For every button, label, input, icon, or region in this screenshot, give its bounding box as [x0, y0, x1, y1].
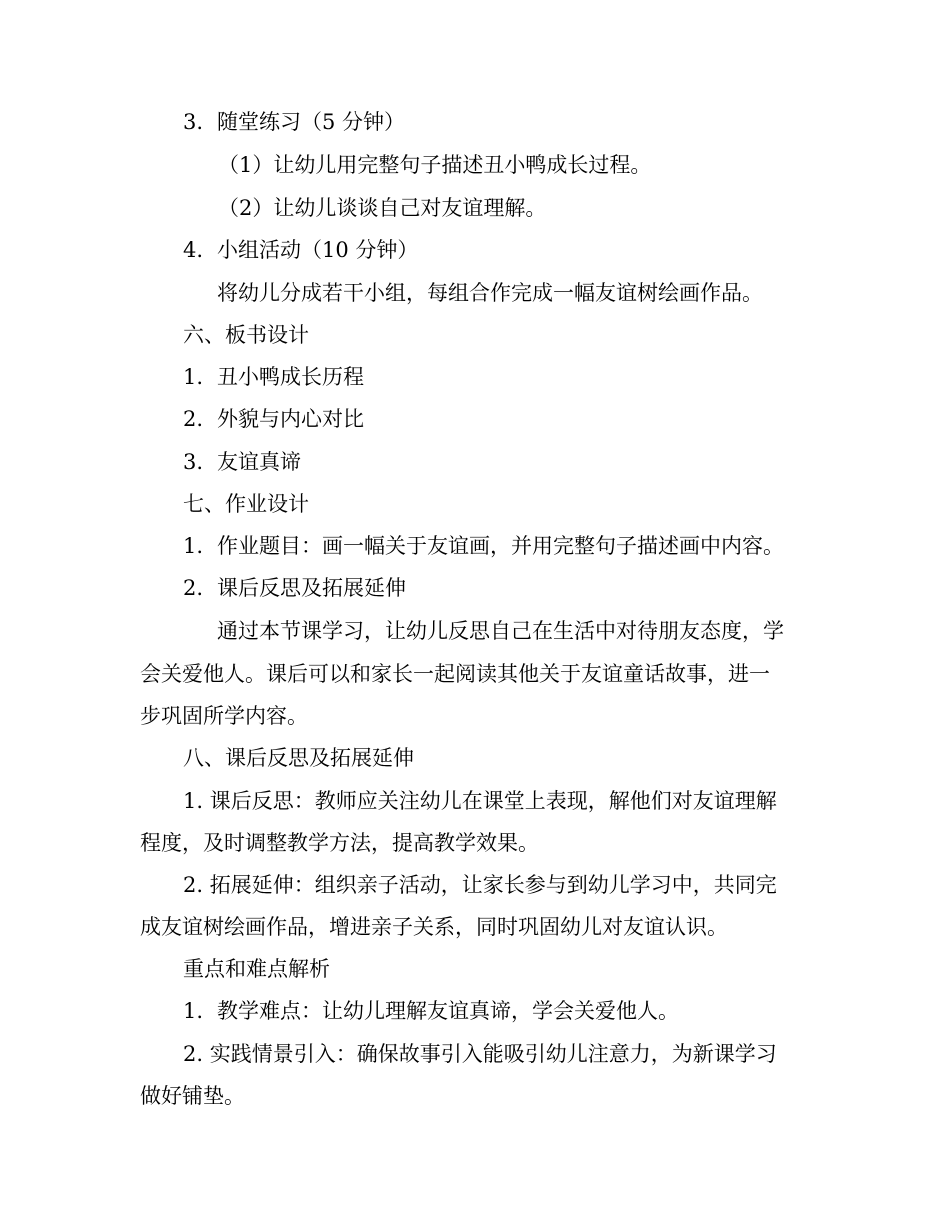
homework-heading: 七、作业设计 [183, 492, 309, 516]
key-points-paragraph-line: 2. 实践情景引入：确保故事引入能吸引幼儿注意力，为新课学习 [183, 1042, 777, 1066]
list-number: 1. [183, 534, 204, 558]
reflection-heading: 八、课后反思及拓展延伸 [183, 746, 414, 770]
homework-paragraph-line: 会关爱他人。课后可以和家长一起阅读其他关于友谊童话故事，进一 [140, 662, 770, 686]
board-design-item [183, 450, 301, 474]
group-activity-body: 将幼儿分成若干小组，每组合作完成一幅友谊树绘画作品。 [217, 281, 763, 305]
list-text: 课后反思及拓展延伸 [217, 576, 406, 600]
list-text: 外貌与内心对比 [217, 407, 364, 431]
homework-item [183, 534, 784, 558]
list-number: 3. [183, 450, 204, 474]
list-number: 1. [183, 999, 204, 1023]
key-points-item [183, 999, 679, 1023]
group-activity-heading [183, 238, 418, 262]
list-number: 2. [183, 576, 204, 600]
reflection-paragraph-line: 2. 拓展延伸：组织亲子活动，让家长参与到幼儿学习中，共同完 [183, 873, 777, 897]
homework-item [183, 576, 406, 600]
list-number: 2. [183, 407, 204, 431]
board-design-heading: 六、板书设计 [183, 323, 309, 347]
homework-paragraph-line: 步巩固所学内容。 [140, 704, 308, 728]
list-text: 随堂练习（5 分钟） [217, 110, 406, 134]
board-design-item [183, 365, 364, 389]
reflection-paragraph-line: 成友谊树绘画作品，增进亲子关系，同时巩固幼儿对友谊认识。 [140, 915, 728, 939]
key-points-heading: 重点和难点解析 [183, 957, 330, 981]
list-text: 作业题目：画一幅关于友谊画，并用完整句子描述画中内容。 [217, 534, 784, 558]
practice-item-1: （1）让幼儿用完整句子描述丑小鸭成长过程。 [218, 153, 652, 177]
list-number: 1. [183, 365, 204, 389]
list-text: 教学难点：让幼儿理解友谊真谛，学会关爱他人。 [217, 999, 679, 1023]
list-text: 丑小鸭成长历程 [217, 365, 364, 389]
board-design-item [183, 407, 364, 431]
list-text: 友谊真谛 [217, 450, 301, 474]
practice-item-2: （2）让幼儿谈谈自己对友谊理解。 [218, 196, 547, 220]
list-number: 4. [183, 238, 204, 262]
reflection-paragraph-line: 1. 课后反思：教师应关注幼儿在课堂上表现，解他们对友谊理解 [183, 789, 777, 813]
list-text: 小组活动（10 分钟） [217, 238, 419, 262]
key-points-paragraph-line: 做好铺垫。 [140, 1084, 245, 1108]
reflection-paragraph-line: 程度，及时调整教学方法，提高教学效果。 [140, 831, 539, 855]
homework-paragraph-line: 通过本节课学习，让幼儿反思自己在生活中对待朋友态度，学 [217, 619, 784, 643]
practice-heading [183, 110, 405, 134]
list-number: 3. [183, 110, 204, 134]
